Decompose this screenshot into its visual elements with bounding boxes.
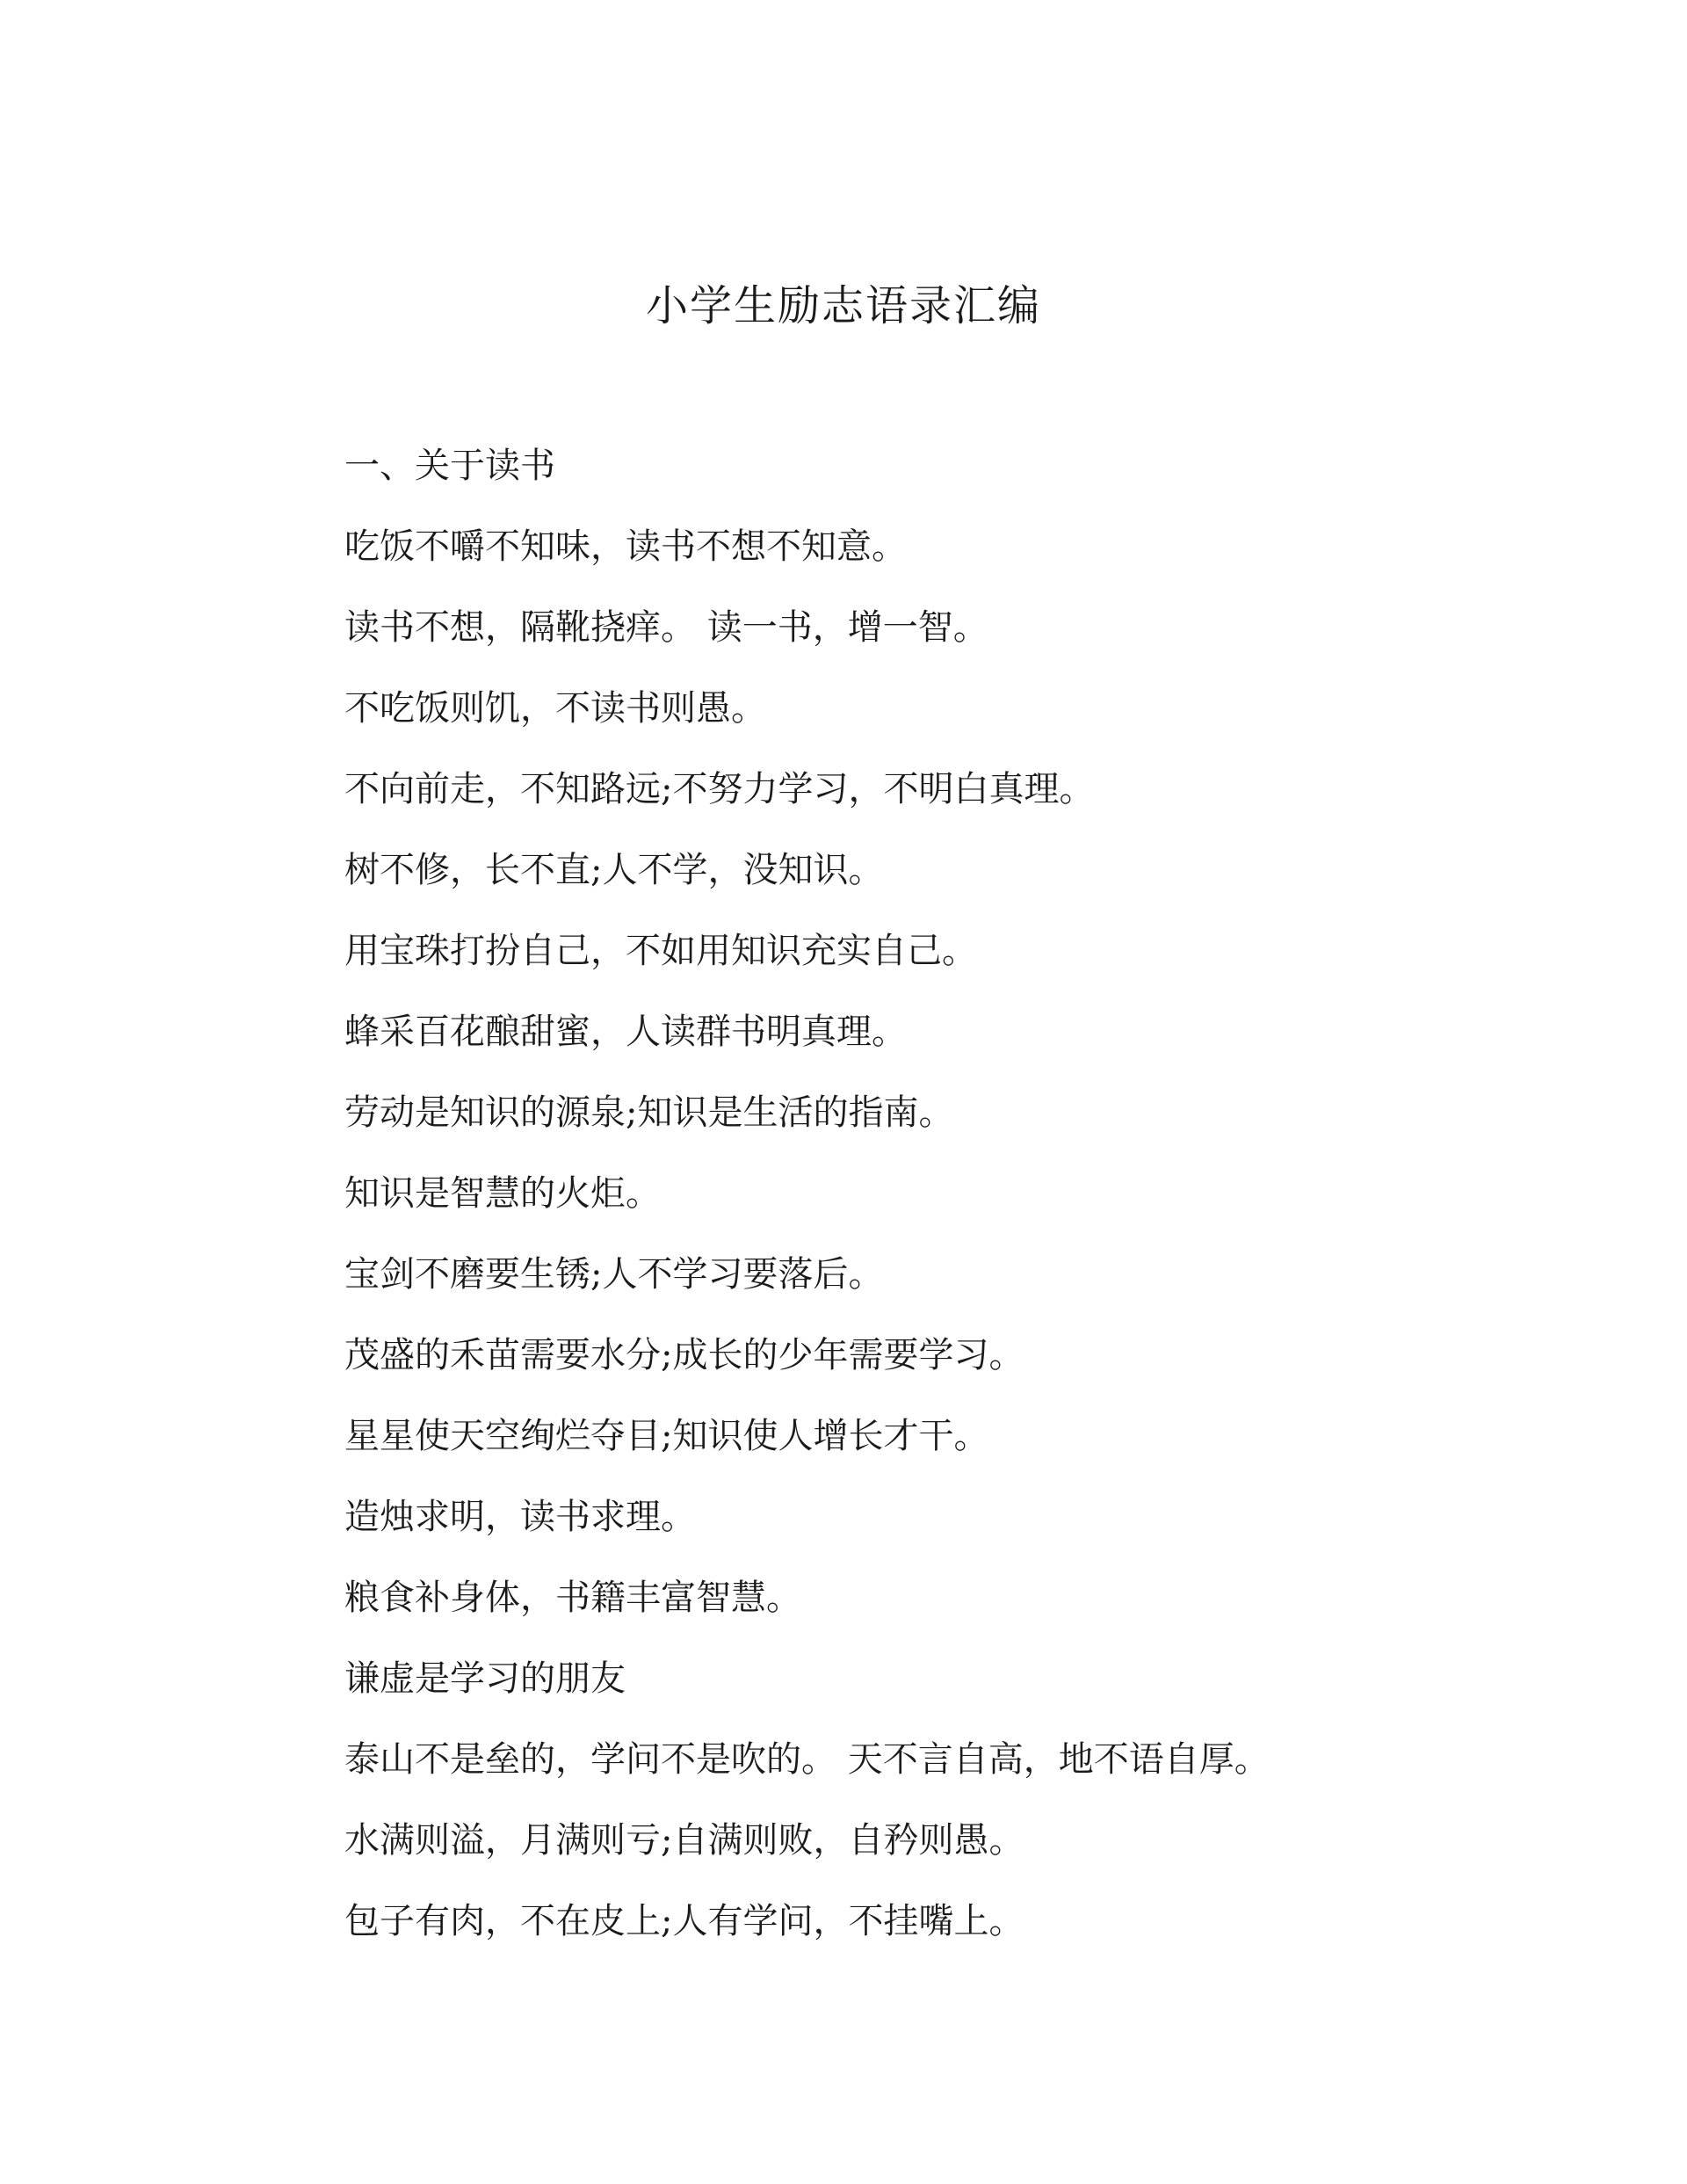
quote-line: 蜂采百花酿甜蜜，人读群书明真理。 xyxy=(344,1012,907,1052)
document-body xyxy=(344,439,1487,1976)
quote-list xyxy=(344,520,1487,1948)
quote-line: 造烛求明，读书求理。 xyxy=(344,1497,696,1537)
quote-line: 谦虚是学习的朋友 xyxy=(344,1658,626,1699)
quote-line: 宝剑不磨要生锈;人不学习要落后。 xyxy=(344,1254,884,1295)
quote-line: 劳动是知识的源泉;知识是生活的指南。 xyxy=(344,1092,954,1133)
section-heading: 一、关于读书 xyxy=(344,446,555,486)
quote-line: 泰山不是垒的，学问不是吹的。 天不言自高，地不语自厚。 xyxy=(344,1739,1270,1780)
quote-line: 茂盛的禾苗需要水分;成长的少年需要学习。 xyxy=(344,1335,1025,1375)
quote-line: 星星使天空绚烂夺目;知识使人增长才干。 xyxy=(344,1416,989,1456)
quote-line: 包子有肉，不在皮上;人有学问，不挂嘴上。 xyxy=(344,1901,1025,1941)
quote-line: 不向前走，不知路远;不努力学习，不明白真理。 xyxy=(344,769,1095,809)
quote-line: 用宝珠打扮自己，不如用知识充实自己。 xyxy=(344,931,977,971)
quote-line: 树不修，长不直;人不学，没知识。 xyxy=(344,850,884,890)
document-title: 小学生励志语录汇编 xyxy=(645,281,1041,330)
quote-line: 粮食补身体，书籍丰富智慧。 xyxy=(344,1578,801,1618)
quote-line: 水满则溢，月满则亏;自满则败，自矜则愚。 xyxy=(344,1820,1025,1861)
quote-line: 读书不想，隔靴挠痒。 读一书，增一智。 xyxy=(344,607,988,648)
quote-line: 知识是智慧的火炬。 xyxy=(344,1173,661,1214)
quote-line: 不吃饭则饥，不读书则愚。 xyxy=(344,688,766,729)
quote-line: 吃饭不嚼不知味，读书不想不知意。 xyxy=(344,526,907,567)
